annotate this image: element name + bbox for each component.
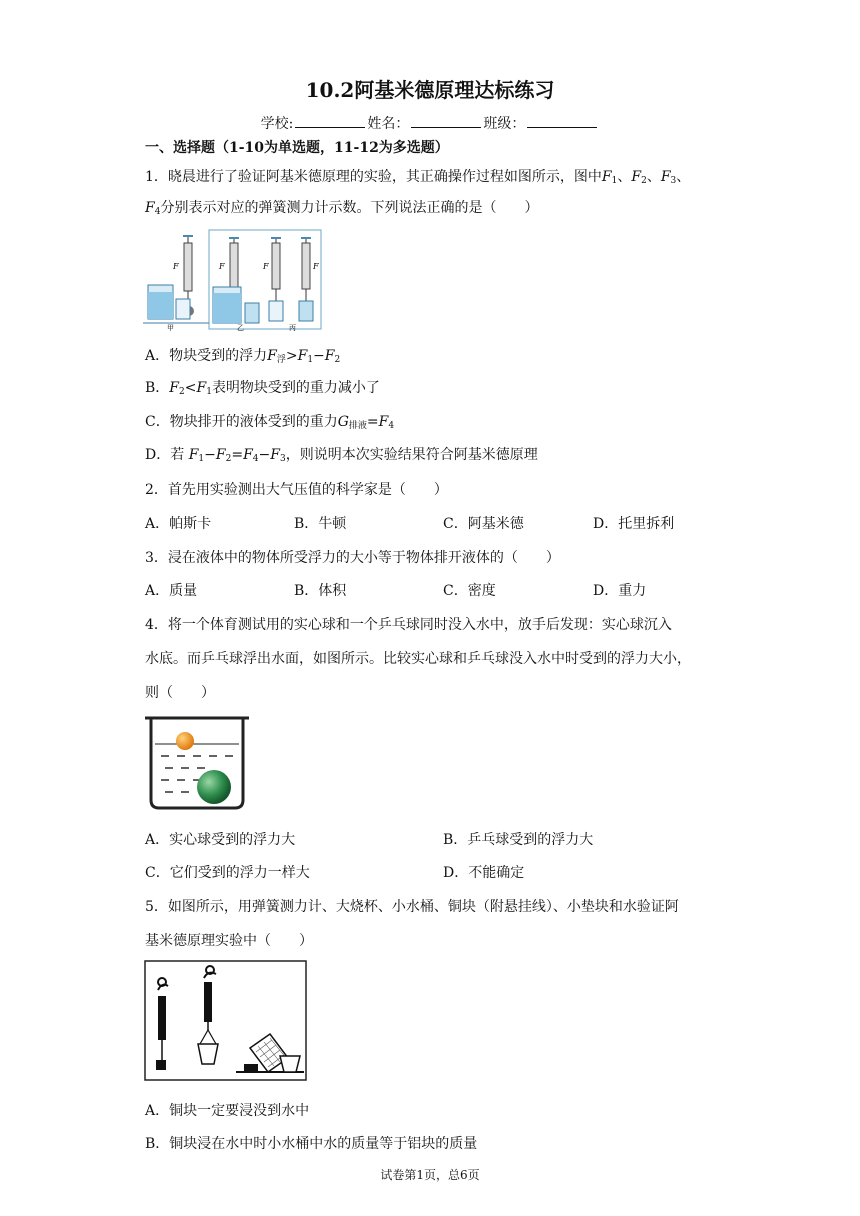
name-blank [411,113,481,128]
q4-stem-line3: 则（ ） [145,685,215,701]
name-label: 姓名： [367,116,410,132]
class-blank [527,113,597,128]
q5-option-b: B．铜块浸在水中时小水桶中水的质量等于铝块的质量 [145,1136,478,1152]
q1-option-a: A．物块受到的浮力$F_浮>F_1-F_2$ [145,348,341,365]
q3-stem: 3．浸在液体中的物体所受浮力的大小等于物体排开液体的（ ） [145,550,560,566]
section-heading: 一、选择题（1-10为单选题，11-12为多选题） [145,140,449,156]
q3-option-a: A．质量 [145,583,198,599]
q5-stem-line1: 5．如图所示，用弹簧测力计、大烧杯、小水桶、铜块（附悬挂线）、小垫块和水验证阿 [145,899,679,915]
svg-text:F: F [263,262,269,271]
page-title: 10.2阿基米德原理达标练习 [305,78,555,102]
q3-option-c: C．密度 [443,583,496,599]
q4-option-b: B．乒乓球受到的浮力大 [443,832,594,848]
student-info [0,113,860,133]
q4-option-d: D．不能确定 [443,865,525,881]
q2-option-c: C．阿基米德 [443,516,524,532]
q4-stem-line2: 水底。而乒乓球浮出水面，如图所示。比较实心球和乒乓球没入水中时受到的浮力大小， [145,651,691,667]
q1-option-b: B．$F_2<F_1$表明物块受到的重力减小了 [145,380,380,397]
q2-option-a: A．帕斯卡 [145,516,212,532]
q2-option-b: B．牛顿 [294,516,347,532]
q2-option-d: D．托里拆利 [593,516,675,532]
school-blank [295,113,365,128]
q2-stem: 2．首先用实验测出大气压值的科学家是（ ） [145,482,448,498]
q4-stem-line1: 4．将一个体育测试用的实心球和一个乒乓球同时没入水中，放手后发现：实心球沉入 [145,617,672,633]
q5-stem-line2: 基米德原理实验中（ ） [145,933,313,949]
q5-option-a: A．铜块一定要浸没到水中 [145,1103,310,1119]
class-label: 班级： [483,116,526,132]
svg-text:F: F [313,262,319,271]
page-footer: 试卷第1页，总6页 [380,1168,480,1182]
school-label: 学校: [260,116,294,132]
svg-text:F: F [219,262,225,271]
q3-option-b: B．体积 [294,583,347,599]
q4-beaker-figure [143,714,251,812]
q1-option-d: D．若 $F_1-F_2=F_4-F_3$，则说明本次实验结果符合阿基米德原理 [145,447,538,464]
q4-option-a: A．实心球受到的浮力大 [145,832,296,848]
q1-stem-line1: 1．晓晨进行了验证阿基米德原理的实验，其正确操作过程如图所示，图中$F_1$、$F_2$、$F_3$、 [145,169,691,186]
svg-text:F: F [173,262,179,271]
q3-option-d: D．重力 [593,583,647,599]
q4-option-c: C．它们受到的浮力一样大 [145,865,310,881]
q1-option-c: C．物块排开的液体受到的重力$G_{排液}=F_4$ [145,414,395,431]
fig-label-yi: 乙 [237,324,244,331]
q5-figure [144,960,308,1082]
q1-stem-line2: $F_4$分别表示对应的弹簧测力计示数。下列说法正确的是（ ） [145,200,539,217]
q1-figure [143,229,323,331]
fig-label-jia: 甲 [167,324,174,331]
fig-label-bing: 丙 [289,324,296,331]
